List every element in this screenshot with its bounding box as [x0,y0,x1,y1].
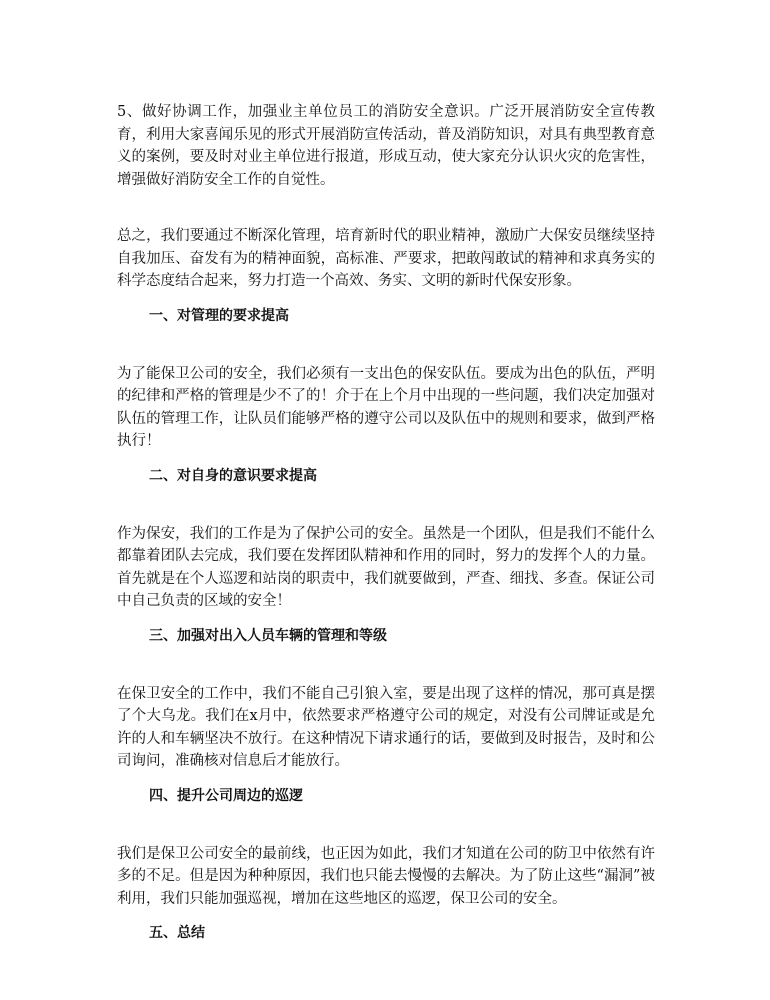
paragraph-section-2: 作为保安，我们的工作是为了保护公司的安全。虽然是一个团队，但是我们不能什么都靠着团队去完成，我们要在发挥团队精神和作用的同时，努力的发挥个人的力量。首先就是在个人巡逻和站岗的职责中，我们就要做到，严查、细找、多查。保证公司中自己负责的区域的安全！ [117,525,655,609]
section-heading-2: 二、对自身的意识要求提高 [149,467,317,484]
paragraph-section-1: 为了能保卫公司的安全，我们必须有一支出色的保安队伍。要成为出色的队伍，严明的纪律和严格的管理是少不了的！介于在上个月中出现的一些问题，我们决定加强对队伍的管理工作，让队员们能够严格的遵守公司以及队伍中的规则和要求，做到严格执行！ [117,365,655,449]
paragraph-section-3: 在保卫安全的工作中，我们不能自己引狼入室，要是出现了这样的情况，那可真是摆了个大乌龙。我们在x月中，依然要求严格遵守公司的规定，对没有公司牌证或是允许的人和车辆坚决不放行。在这种情况下请求通行的话，要做到及时报告，及时和公司询问，准确核对信息后才能放行。 [117,685,655,769]
paragraph-section-4: 我们是保卫公司安全的最前线，也正因为如此，我们才知道在公司的防卫中依然有许多的不足。但是因为种种原因，我们也只能去慢慢的去解决。为了防止这些“漏洞”被利用，我们只能加强巡视，增加在这些地区的巡逻，保卫公司的安全。 [117,845,655,907]
section-heading-1: 一、对管理的要求提高 [149,307,289,324]
section-heading-5: 五、总结 [149,925,205,941]
section-heading-3: 三、加强对出入人员车辆的管理和等级 [149,627,387,644]
section-heading-4: 四、提升公司周边的巡逻 [149,787,303,804]
document-body [117,101,655,944]
paragraph-summary: 总之，我们要通过不断深化管理，培育新时代的职业精神，激励广大保安员继续坚持自我加压、奋发有为的精神面貌，高标准、严要求，把敢闯敢试的精神和求真务实的科学态度结合起来，努力打造一个高效、务实、文明的新时代保安形象。 [117,228,655,289]
paragraph-fire-safety: 5、做好协调工作，加强业主单位员工的消防安全意识。广泛开展消防安全宣传教育，利用大家喜闻乐见的形式开展消防宣传活动，普及消防知识，对具有典型教育意义的案例，要及时对业主单位进行报道，形成互动，使大家充分认识火灾的危害性，增强做好消防安全工作的自觉性。 [117,104,655,188]
